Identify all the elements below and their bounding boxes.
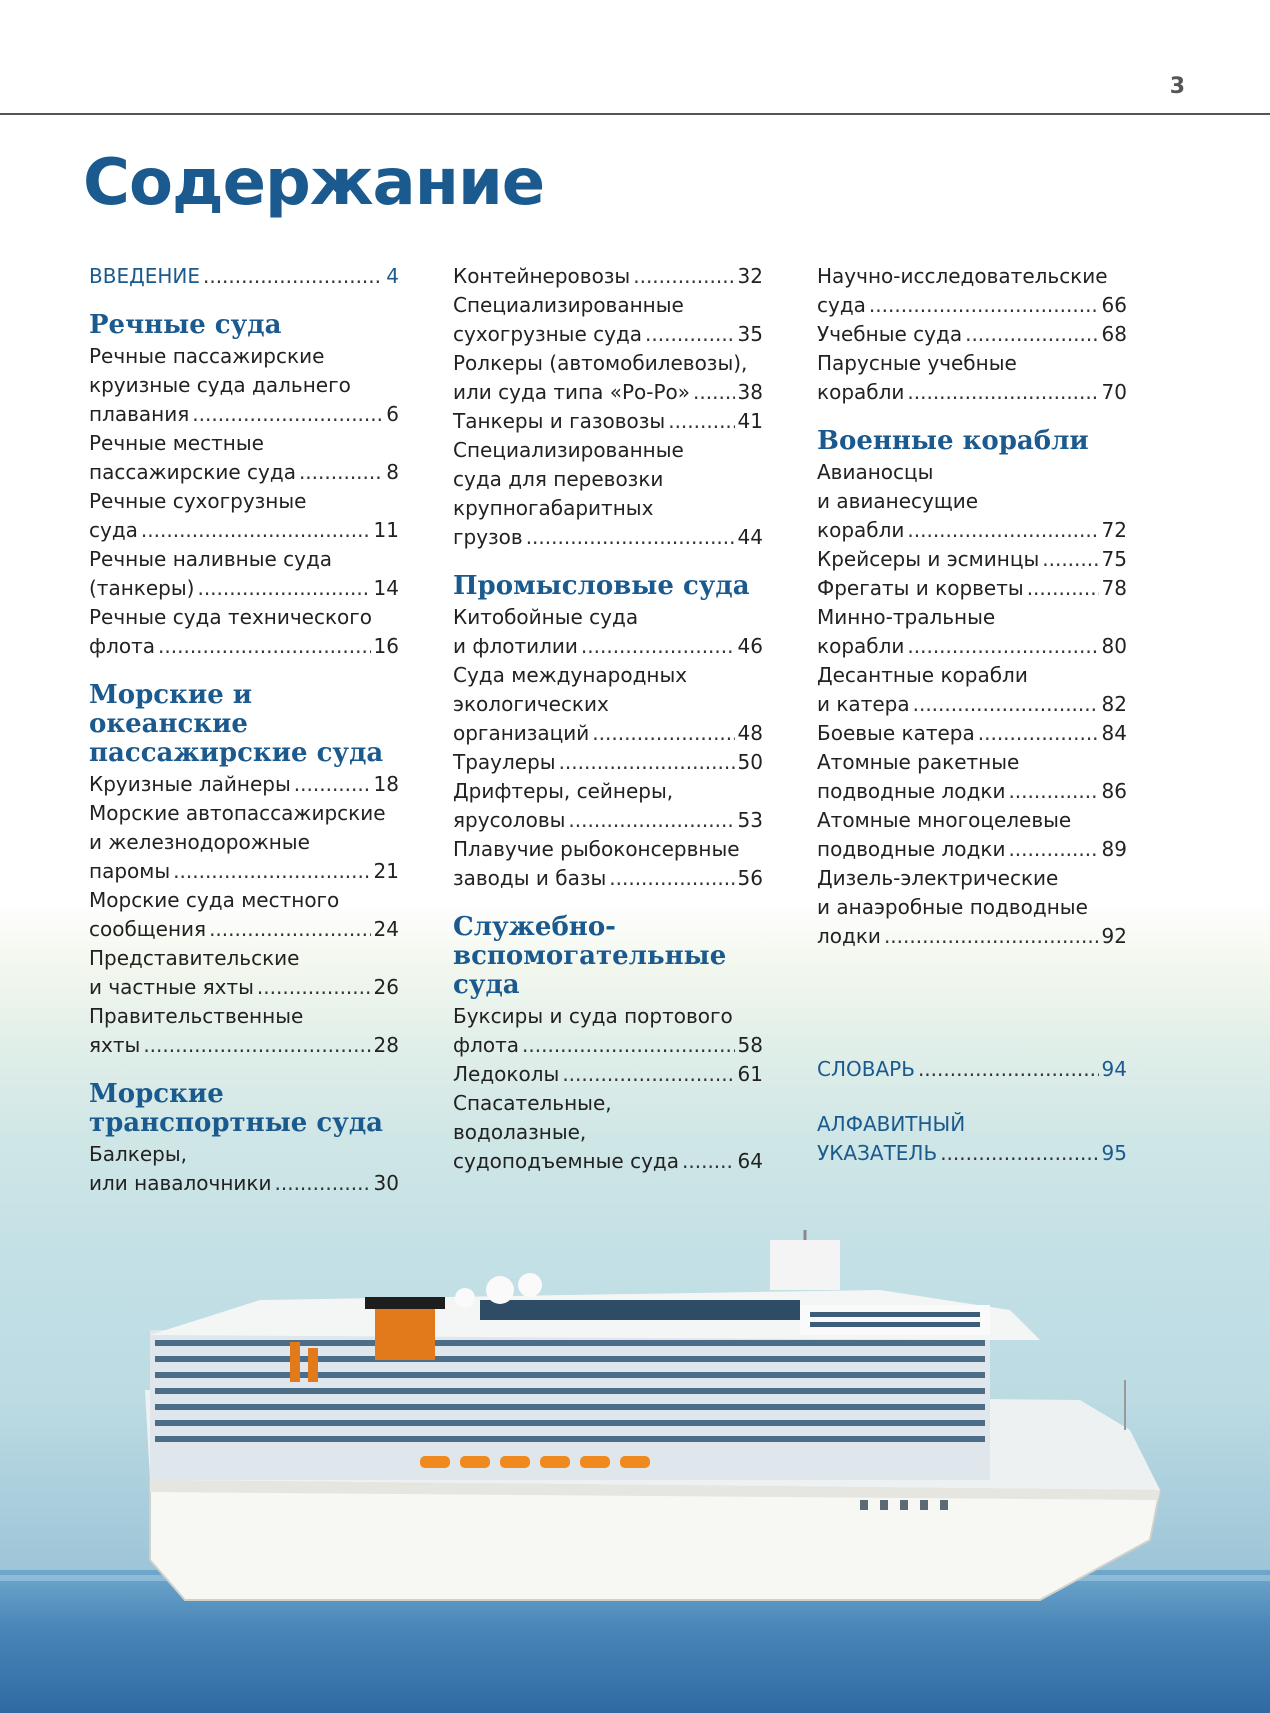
section-spacer (89, 1060, 399, 1080)
toc-page-number: 72 (1101, 518, 1127, 542)
toc-entry-line: яхты (89, 1033, 141, 1057)
toc-entry[interactable] (817, 806, 1127, 864)
dot-leader (197, 574, 370, 603)
dot-leader (682, 1147, 735, 1176)
toc-entry-line: Речные пассажирские (89, 344, 325, 368)
section-heading-line: Морские (89, 1079, 224, 1109)
section-heading-line: Речные суда (89, 310, 282, 340)
dot-leader (609, 864, 734, 893)
dot-leader (633, 262, 734, 291)
toc-page-number: 58 (737, 1033, 763, 1057)
dot-leader (1027, 574, 1099, 603)
toc-page-number: 66 (1101, 293, 1127, 317)
toc-entry[interactable] (89, 429, 399, 487)
section-spacer (817, 407, 1127, 427)
toc-page-number: 92 (1101, 924, 1127, 948)
toc-page-number: 94 (1101, 1057, 1127, 1081)
toc-entry-leader-row (453, 320, 763, 349)
toc-entry-leader-row (453, 864, 763, 893)
section-spacer (453, 552, 763, 572)
section-heading (89, 681, 399, 768)
toc-entry[interactable] (817, 458, 1127, 545)
toc-page-number: 24 (373, 917, 399, 941)
toc-entry-line: круизные суда дальнего (89, 373, 351, 397)
toc-page-number: 28 (373, 1033, 399, 1057)
toc-entry-line: Спасательные, (453, 1091, 612, 1115)
toc-entry-leader-row (817, 1055, 1127, 1084)
toc-entry[interactable] (89, 262, 399, 291)
dot-leader (592, 719, 734, 748)
toc-entry-leader-row (453, 632, 763, 661)
toc-page-number: 86 (1101, 779, 1127, 803)
toc-page-number: 64 (737, 1149, 763, 1173)
section-heading-line: пассажирские суда (89, 738, 384, 768)
toc-entry[interactable] (817, 603, 1127, 661)
toc-entry-leader-row (453, 806, 763, 835)
toc-entry-line: Парусные учебные (817, 351, 1017, 375)
toc-page-number: 44 (737, 525, 763, 549)
dot-leader (257, 973, 371, 1002)
section-heading (453, 913, 763, 1000)
toc-entry-line: заводы и базы (453, 866, 607, 890)
dot-leader (913, 690, 1099, 719)
toc-entry-line: Речные сухогрузные (89, 489, 307, 513)
toc-page-number: 82 (1101, 692, 1127, 716)
toc-entry-line: крупногабаритных (453, 496, 654, 520)
toc-entry-leader-row (453, 407, 763, 436)
toc-entry-line: корабли (817, 380, 905, 404)
toc-entry-leader-row (89, 973, 399, 1002)
section-heading-line: вспомогательные (453, 941, 727, 971)
toc-entry-line: Фрегаты и корветы (817, 576, 1024, 600)
toc-entry-line: суда (817, 293, 866, 317)
section-heading-line: суда (453, 970, 520, 1000)
dot-leader (294, 770, 371, 799)
toc-entry[interactable] (817, 748, 1127, 806)
dot-leader (299, 458, 383, 487)
toc-entry[interactable] (89, 1140, 399, 1198)
dot-leader (940, 1139, 1098, 1168)
toc-page-number: 89 (1101, 837, 1127, 861)
toc-page-number: 46 (737, 634, 763, 658)
toc-entry[interactable] (89, 1002, 399, 1060)
toc-entry-leader-row (89, 1169, 399, 1198)
toc-entry-leader-row (817, 719, 1127, 748)
toc-entry-line: Крейсеры и эсминцы (817, 547, 1040, 571)
section-heading (89, 311, 399, 340)
toc-entry[interactable] (89, 603, 399, 661)
toc-entry[interactable] (453, 262, 763, 291)
toc-entry[interactable] (817, 262, 1127, 320)
section-heading (817, 427, 1127, 456)
toc-entry[interactable] (453, 1002, 763, 1060)
toc-entry-leader-row (817, 690, 1127, 719)
dot-leader (1008, 777, 1098, 806)
toc-entry[interactable] (89, 545, 399, 603)
toc-entry-line: Представительские (89, 946, 300, 970)
section-spacer (89, 291, 399, 311)
section-heading-line: Военные корабли (817, 426, 1089, 456)
section-heading (89, 1080, 399, 1138)
dot-leader (526, 523, 735, 552)
toc-entry[interactable] (453, 1089, 763, 1176)
section-heading (453, 572, 763, 601)
toc-entry-line: грузов (453, 525, 523, 549)
toc-entry-line: и авианесущие (817, 489, 979, 513)
header-rule (0, 113, 1270, 115)
toc-entry[interactable] (89, 342, 399, 429)
toc-entry[interactable] (817, 719, 1127, 748)
toc-entry-line: суда (89, 518, 138, 542)
section-heading-line: Промысловые суда (453, 571, 750, 601)
toc-page-number: 18 (373, 772, 399, 796)
toc-entry-line: паромы (89, 859, 171, 883)
toc-entry-line: Круизные лайнеры (89, 772, 291, 796)
dot-leader (158, 632, 371, 661)
toc-page-number: 30 (373, 1171, 399, 1195)
section-spacer (89, 661, 399, 681)
toc-entry-line: Учебные суда (817, 322, 963, 346)
dot-leader (884, 922, 1099, 951)
toc-page-number: 95 (1101, 1141, 1127, 1165)
dot-leader (1042, 545, 1098, 574)
toc-page-number: 38 (737, 380, 763, 404)
dot-leader (275, 1169, 371, 1198)
toc-entry-leader-row (817, 320, 1127, 349)
toc-page-number: 84 (1101, 721, 1127, 745)
toc-entry-leader-row (89, 770, 399, 799)
toc-entry-line: сообщения (89, 917, 207, 941)
toc-entry-line: (танкеры) (89, 576, 195, 600)
toc-entry-leader-row (817, 378, 1127, 407)
toc-entry[interactable] (817, 545, 1127, 574)
toc-entry[interactable] (817, 574, 1127, 603)
toc-entry[interactable] (453, 407, 763, 436)
toc-entry[interactable] (89, 487, 399, 545)
toc-entry-leader-row (453, 523, 763, 552)
toc-page-number: 61 (737, 1062, 763, 1086)
toc-column-3 (817, 262, 1127, 1168)
cruise-ship-illustration (0, 1230, 1270, 1630)
dot-leader (645, 320, 735, 349)
dot-leader (141, 516, 371, 545)
toc-entry-leader-row (817, 291, 1127, 320)
toc-page-number: 75 (1101, 547, 1127, 571)
dot-leader (918, 1055, 1099, 1084)
toc-entry-leader-row (817, 516, 1127, 545)
toc-page-number: 6 (386, 402, 399, 426)
toc-entry[interactable] (817, 1055, 1127, 1084)
toc-entry-line: подводные лодки (817, 779, 1006, 803)
toc-page-number: 53 (737, 808, 763, 832)
toc-entry-line: судоподъемные суда (453, 1149, 680, 1173)
toc-entry-line: Китобойные суда (453, 605, 639, 629)
toc-page-number: 68 (1101, 322, 1127, 346)
dot-leader (869, 291, 1099, 320)
toc-entry[interactable] (453, 748, 763, 777)
dot-leader (522, 1031, 735, 1060)
toc-page-number: 16 (373, 634, 399, 658)
toc-entry-line: Авианосцы (817, 460, 934, 484)
toc-entry-line: Правительственные (89, 1004, 304, 1028)
dot-leader (1008, 835, 1098, 864)
toc-entry-leader-row (89, 574, 399, 603)
dot-leader (143, 1031, 370, 1060)
toc-entry[interactable] (89, 799, 399, 886)
toc-page-number: 70 (1101, 380, 1127, 404)
toc-entry[interactable] (89, 886, 399, 944)
toc-entry-leader-row (817, 632, 1127, 661)
toc-entry[interactable] (453, 349, 763, 407)
toc-entry-line: Десантные корабли (817, 663, 1028, 687)
toc-page-number: 21 (373, 859, 399, 883)
toc-entry-leader-row (817, 545, 1127, 574)
toc-entry[interactable] (89, 944, 399, 1002)
toc-page-number: 80 (1101, 634, 1127, 658)
toc-entry[interactable] (453, 835, 763, 893)
toc-page-number: 8 (386, 460, 399, 484)
toc-entry-line: Специализированные (453, 438, 684, 462)
toc-entry-line: плавания (89, 402, 190, 426)
toc-entry-line: и флотилии (453, 634, 578, 658)
toc-entry-line: сухогрузные суда (453, 322, 643, 346)
toc-entry-line: Суда международных (453, 663, 688, 687)
toc-entry-line: Боевые катера (817, 721, 975, 745)
toc-page-number: 11 (373, 518, 399, 542)
toc-entry-leader-row (453, 1147, 763, 1176)
toc-entry[interactable] (817, 661, 1127, 719)
toc-entry-leader-row (453, 262, 763, 291)
toc-page-number: 35 (737, 322, 763, 346)
toc-entry-leader-row (453, 748, 763, 777)
toc-entry-line: Дрифтеры, сейнеры, (453, 779, 674, 803)
toc-entry-leader-row (453, 1031, 763, 1060)
toc-entry[interactable] (817, 349, 1127, 407)
toc-entry-line: и анаэробные подводные (817, 895, 1088, 919)
toc-entry-line: Научно-исследовательские (817, 264, 1108, 288)
toc-entry-line: корабли (817, 518, 905, 542)
toc-entry-line: Ролкеры (автомобилевозы), (453, 351, 748, 375)
toc-entry-leader-row (89, 516, 399, 545)
toc-entry-line: Морские суда местного (89, 888, 340, 912)
toc-entry-line: флота (89, 634, 156, 658)
dot-leader (907, 632, 1098, 661)
dot-leader (562, 1060, 734, 1089)
toc-entry-line: или суда типа «Ро-Ро» (453, 380, 691, 404)
toc-page-number: 50 (737, 750, 763, 774)
toc-entry-line: и частные яхты (89, 975, 254, 999)
toc-entry-line: лодки (817, 924, 881, 948)
dot-leader (173, 857, 370, 886)
toc-entry-line: и железнодорожные (89, 830, 310, 854)
toc-entry[interactable] (817, 864, 1127, 951)
toc-entry[interactable] (89, 770, 399, 799)
toc-entry-line: организаций (453, 721, 590, 745)
toc-entry-leader-row (89, 632, 399, 661)
toc-entry-leader-row (817, 574, 1127, 603)
toc-entry-leader-row (453, 1060, 763, 1089)
toc-page-number: 41 (737, 409, 763, 433)
toc-entry-line: Морские автопассажирские (89, 801, 386, 825)
dot-leader (965, 320, 1098, 349)
toc-entry-line: Минно-тральные (817, 605, 996, 629)
section-heading-line: Служебно- (453, 912, 616, 942)
toc-entry-line: Речные наливные суда (89, 547, 333, 571)
toc-entry-line: СЛОВАРЬ (817, 1057, 915, 1081)
dot-leader (203, 262, 383, 291)
dot-leader (568, 806, 734, 835)
section-heading-line: Морские и океанские (89, 680, 253, 739)
toc-entry-line: водолазные, (453, 1120, 587, 1144)
toc-entry-leader-row (89, 857, 399, 886)
dot-leader (559, 748, 735, 777)
dot-leader (978, 719, 1099, 748)
toc-entry-line: ВВЕДЕНИЕ (89, 264, 200, 288)
toc-entry-line: Буксиры и суда портового (453, 1004, 733, 1028)
toc-entry[interactable] (817, 320, 1127, 349)
toc-entry-leader-row (817, 1139, 1127, 1168)
entry-spacer (817, 1084, 1127, 1110)
toc-entry-leader-row (453, 378, 763, 407)
toc-entry-line: Дизель-электрические (817, 866, 1059, 890)
toc-entry-line: Речные суда технического (89, 605, 373, 629)
toc-entry[interactable] (453, 291, 763, 349)
toc-page-number: 14 (373, 576, 399, 600)
toc-entry-line: Балкеры, (89, 1142, 187, 1166)
dot-leader (668, 407, 734, 436)
toc-entry-leader-row (453, 719, 763, 748)
toc-column-1 (89, 262, 399, 1198)
toc-entry-leader-row (89, 1031, 399, 1060)
dot-leader (209, 915, 370, 944)
toc-page-number: 78 (1101, 576, 1127, 600)
toc-entry-leader-row (817, 835, 1127, 864)
toc-entry-line: УКАЗАТЕЛЬ (817, 1141, 938, 1165)
toc-page-number: 56 (737, 866, 763, 890)
toc-entry[interactable] (453, 661, 763, 748)
toc-entry-line: Атомные многоцелевые (817, 808, 1072, 832)
dot-leader (907, 378, 1098, 407)
toc-entry[interactable] (453, 1060, 763, 1089)
toc-page-number: 32 (737, 264, 763, 288)
section-spacer (453, 893, 763, 913)
toc-entry-line: Плавучие рыбоконсервные (453, 837, 740, 861)
toc-entry-line: Речные местные (89, 431, 264, 455)
toc-entry-line: корабли (817, 634, 905, 658)
toc-entry-line: Специализированные (453, 293, 684, 317)
toc-entry[interactable] (453, 436, 763, 552)
toc-entry-line: суда для перевозки (453, 467, 664, 491)
dot-leader (192, 400, 383, 429)
toc-entry-line: Ледоколы (453, 1062, 560, 1086)
toc-entry-leader-row (817, 922, 1127, 951)
toc-entry-line: подводные лодки (817, 837, 1006, 861)
toc-entry-line: АЛФАВИТНЫЙ (817, 1112, 966, 1136)
toc-entry-leader-row (89, 262, 399, 291)
toc-entry-line: Траулеры (453, 750, 556, 774)
dot-leader (581, 632, 735, 661)
toc-entry-line: Атомные ракетные (817, 750, 1020, 774)
toc-page-number: 4 (386, 264, 399, 288)
toc-entry[interactable] (453, 777, 763, 835)
dot-leader (693, 378, 735, 407)
toc-entry-leader-row (89, 400, 399, 429)
toc-entry-line: и катера (817, 692, 910, 716)
page-number: 3 (1169, 74, 1185, 99)
toc-entry-line: пассажирские суда (89, 460, 296, 484)
toc-page-number: 48 (737, 721, 763, 745)
toc-entry-leader-row (817, 777, 1127, 806)
toc-entry-leader-row (89, 915, 399, 944)
dot-leader (907, 516, 1098, 545)
section-heading-line: транспортные суда (89, 1108, 383, 1138)
toc-entry-leader-row (89, 458, 399, 487)
toc-entry-line: Контейнеровозы (453, 264, 631, 288)
toc-entry[interactable] (817, 1110, 1127, 1168)
toc-page-number: 26 (373, 975, 399, 999)
toc-entry-line: ярусоловы (453, 808, 566, 832)
toc-entry-line: или навалочники (89, 1171, 272, 1195)
toc-entry[interactable] (453, 603, 763, 661)
toc-column-2 (453, 262, 763, 1176)
page-title: Содержание (83, 146, 545, 220)
toc-entry-line: Танкеры и газовозы (453, 409, 666, 433)
toc-entry-line: экологических (453, 692, 609, 716)
toc-entry-line: флота (453, 1033, 520, 1057)
column-spacer (817, 951, 1127, 1055)
